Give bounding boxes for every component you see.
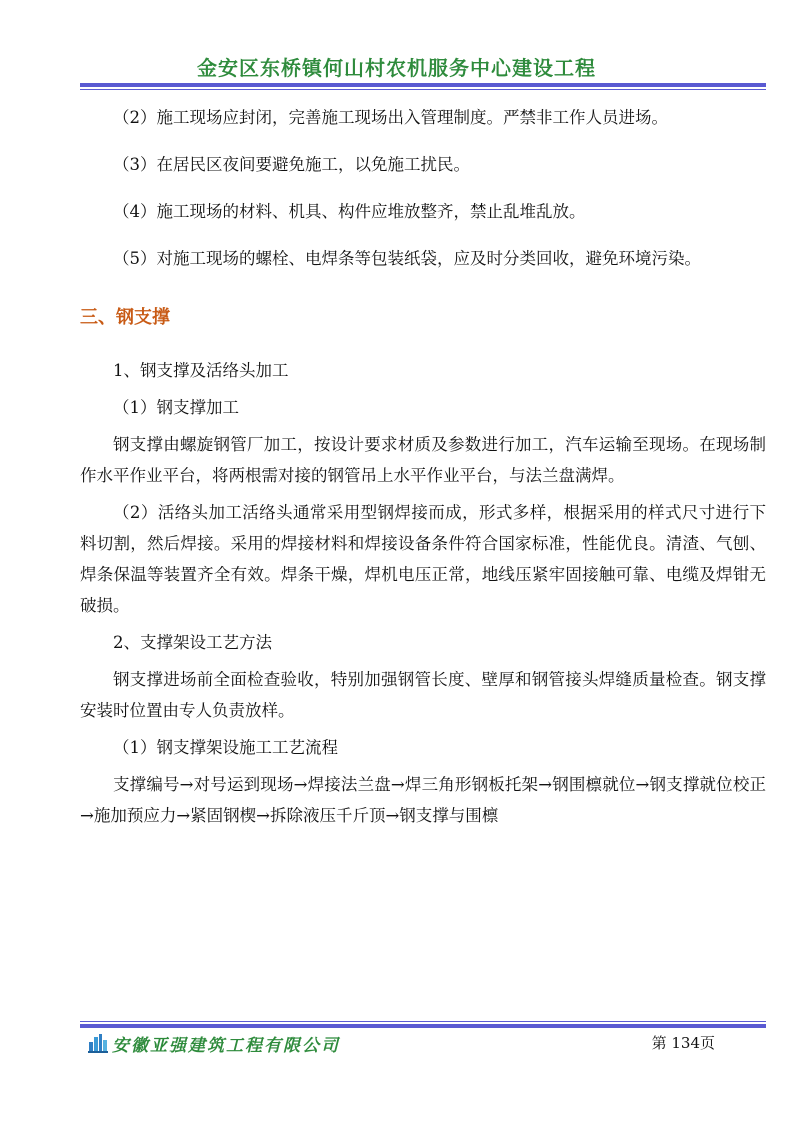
subheading-erection-method: 2、支撑架设工艺方法 [113,633,272,652]
footer-company-name: 安徽亚强建筑工程有限公司 [112,1036,340,1056]
header-rule-thick [80,83,766,87]
paragraph-inspection: 钢支撑进场前全面检查验收，特别加强钢管长度、壁厚和钢管接头焊缝质量检查。钢支撑安装时位置由专人负责放样。 [80,670,766,720]
paragraph-movable-head-fabrication: （2）活络头加工活络头通常采用型钢焊接而成，形式多样，根据采用的样式尺寸进行下料切割，然后焊接。采用的焊接材料和焊接设备条件符合国家标准，性能优良。清渣、气刨、焊条保温等装置齐全有效。焊条干燥，焊机电压正常，地线压紧牢固接触可靠、电缆及焊钳无破损。 [80,503,766,615]
paragraph-site-closure: （2）施工现场应封闭，完善施工现场出入管理制度。严禁非工作人员进场。 [113,108,668,127]
paragraph-process-flow: 支撑编号→对号运到现场→焊接法兰盘→焊三角形钢板托架→钢围檩就位→钢支撑就位校正→施加预应力→紧固钢楔→拆除液压千斤顶→钢支撑与围檩 [80,775,766,825]
paragraph-waste-recycling: （5）对施工现场的螺栓、电焊条等包装纸袋，应及时分类回收，避免环境污染。 [113,249,701,268]
document-body [80,102,766,831]
subheading-process-flow: （1）钢支撑架设施工工艺流程 [113,738,338,757]
paragraph-night-work: （3）在居民区夜间要避免施工，以免施工扰民。 [113,155,470,174]
subheading-steel-support-processing: 1、钢支撑及活络头加工 [113,361,289,380]
building-logo-icon [88,1033,108,1053]
header-rule-thin [80,89,766,90]
document-header-title: 金安区东桥镇何山村农机服务中心建设工程 [197,56,596,80]
section-heading: 三、钢支撑 [80,307,170,328]
footer-rule-thin [80,1021,766,1022]
footer-rule-thick [80,1024,766,1028]
subheading-steel-support-fabrication: （1）钢支撑加工 [113,398,239,417]
paragraph-material-stacking: （4）施工现场的材料、机具、构件应堆放整齐，禁止乱堆乱放。 [113,202,586,221]
paragraph-steel-support-fabrication: 钢支撑由螺旋钢管厂加工，按设计要求材质及参数进行加工，汽车运输至现场。在现场制作水平作业平台，将两根需对接的钢管吊上水平作业平台，与法兰盘满焊。 [80,435,766,485]
footer-page-number: 第 134页 [651,1034,715,1052]
